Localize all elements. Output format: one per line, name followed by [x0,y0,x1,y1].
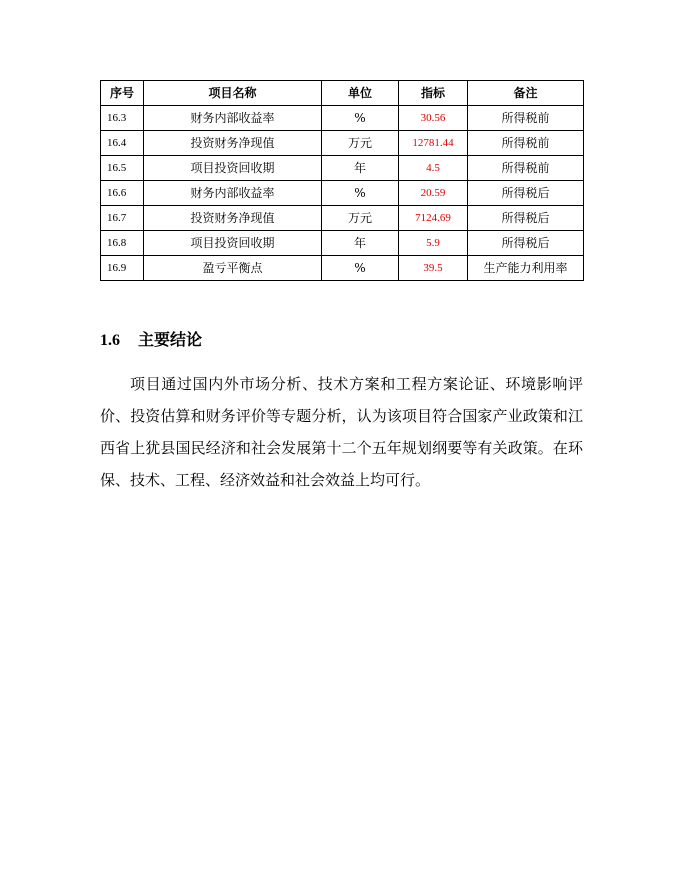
row-seq: 16.8 [101,231,144,256]
header-seq: 序号 [101,81,144,106]
row-note: 所得税后 [468,206,584,231]
row-value: 39.5 [399,256,468,281]
row-name: 盈亏平衡点 [144,256,322,281]
row-name: 财务内部收益率 [144,181,322,206]
section-heading [100,330,202,351]
row-seq: 16.9 [101,256,144,281]
row-unit: % [322,181,399,206]
section-title: 主要结论 [138,330,203,349]
row-name: 项目投资回收期 [144,156,322,181]
row-note: 所得税后 [468,231,584,256]
row-value: 30.56 [399,106,468,131]
section-number: 1.6 [100,332,120,349]
row-name: 财务内部收益率 [144,106,322,131]
row-value: 4.5 [399,156,468,181]
table-row [101,131,584,156]
row-seq: 16.4 [101,131,144,156]
row-seq: 16.5 [101,156,144,181]
table-row [101,106,584,131]
row-unit: 年 [322,231,399,256]
row-note: 所得税前 [468,106,584,131]
row-seq: 16.3 [101,106,144,131]
row-value: 12781.44 [399,131,468,156]
row-note: 所得税前 [468,156,584,181]
row-value: 5.9 [399,231,468,256]
row-unit: % [322,256,399,281]
row-name: 投资财务净现值 [144,206,322,231]
row-name: 项目投资回收期 [144,231,322,256]
header-value: 指标 [399,81,468,106]
row-note: 所得税后 [468,181,584,206]
table-row [101,156,584,181]
table-header-row [101,81,584,106]
header-name: 项目名称 [144,81,322,106]
row-seq: 16.7 [101,206,144,231]
row-unit: 万元 [322,206,399,231]
row-seq: 16.6 [101,181,144,206]
header-unit: 单位 [322,81,399,106]
row-note: 生产能力利用率 [468,256,584,281]
table-row [101,206,584,231]
conclusion-paragraph: 项目通过国内外市场分析、技术方案和工程方案论证、环境影响评价、投资估算和财务评价等专题分析，认为该项目符合国家产业政策和江西省上犹县国民经济和社会发展第十二个五年规划纲要等有关政策。在环保、技术、工程、经济效益和社会效益上均可行。 [100,375,583,489]
table-row [101,231,584,256]
row-unit: 万元 [322,131,399,156]
row-value: 20.59 [399,181,468,206]
row-unit: % [322,106,399,131]
row-unit: 年 [322,156,399,181]
row-name: 投资财务净现值 [144,131,322,156]
row-value: 7124.69 [399,206,468,231]
table-row [101,256,584,281]
indicator-table [100,80,584,281]
header-note: 备注 [468,81,584,106]
row-note: 所得税前 [468,131,584,156]
table-row [101,181,584,206]
